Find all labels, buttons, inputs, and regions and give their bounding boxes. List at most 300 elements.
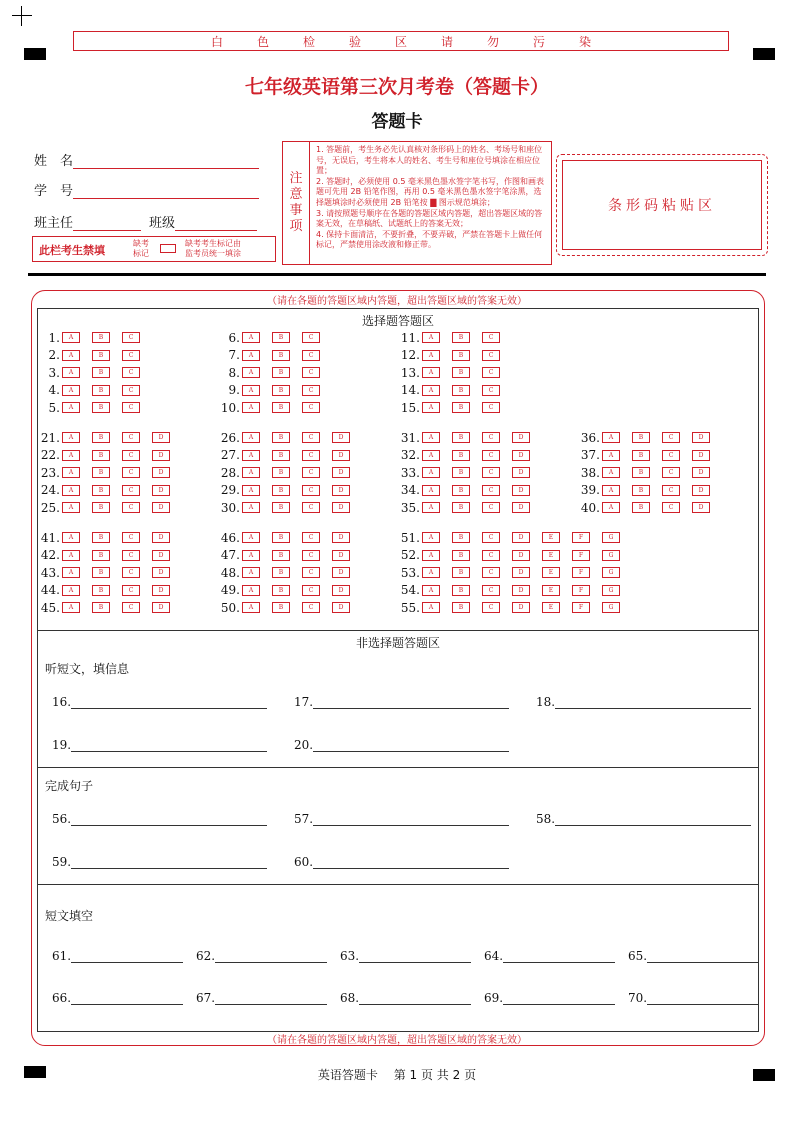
class-label: 班级 <box>149 216 176 231</box>
option-bubble-c[interactable]: C <box>662 467 680 478</box>
option-bubble-d[interactable]: D <box>332 550 350 561</box>
blank-line[interactable] <box>71 813 267 826</box>
question-number: 27. <box>220 448 240 462</box>
option-bubble-d[interactable]: D <box>332 602 350 613</box>
blank-number: 64. <box>484 949 504 963</box>
option-bubble-b[interactable]: B <box>452 367 470 378</box>
option-bubble-b[interactable]: B <box>452 450 470 461</box>
option-bubble-b[interactable]: B <box>272 602 290 613</box>
section-divider <box>38 767 758 768</box>
option-bubble-b[interactable]: B <box>632 450 650 461</box>
choice-question <box>392 484 542 497</box>
option-bubble-c[interactable]: C <box>482 467 500 478</box>
option-bubble-g[interactable]: G <box>602 532 620 543</box>
blank-line[interactable] <box>71 992 183 1005</box>
option-bubble-b[interactable]: B <box>92 350 110 361</box>
option-bubble-c[interactable]: C <box>122 585 140 596</box>
option-bubble-d[interactable]: D <box>692 467 710 478</box>
option-bubble-a[interactable]: A <box>62 367 80 378</box>
option-bubble-d[interactable]: D <box>512 567 530 578</box>
answer-blank[interactable] <box>294 855 509 869</box>
option-bubble-a[interactable]: A <box>62 550 80 561</box>
option-bubble-c[interactable]: C <box>302 602 320 613</box>
blank-number: 59. <box>52 855 72 869</box>
choice-question <box>392 384 512 397</box>
option-bubble-c[interactable]: C <box>302 450 320 461</box>
option-bubble-c[interactable]: C <box>122 550 140 561</box>
option-bubble-b[interactable]: B <box>272 550 290 561</box>
option-bubble-a[interactable]: A <box>62 502 80 513</box>
option-bubble-a[interactable]: A <box>422 450 440 461</box>
option-bubble-b[interactable]: B <box>452 502 470 513</box>
choice-question <box>572 449 722 462</box>
option-bubble-d[interactable]: D <box>512 467 530 478</box>
absent-mark-note: 缺考考生标记由 监考员统一填涂 <box>185 239 241 258</box>
option-bubble-e[interactable]: E <box>542 602 560 613</box>
option-bubble-c[interactable]: C <box>302 402 320 413</box>
option-bubble-a[interactable]: A <box>242 602 260 613</box>
option-bubble-b[interactable]: B <box>92 385 110 396</box>
option-bubble-b[interactable]: B <box>92 532 110 543</box>
option-bubble-b[interactable]: B <box>272 367 290 378</box>
option-bubble-a[interactable]: A <box>62 450 80 461</box>
option-bubble-a[interactable]: A <box>62 485 80 496</box>
option-bubble-a[interactable]: A <box>62 332 80 343</box>
option-bubble-d[interactable]: D <box>512 432 530 443</box>
blank-number: 65. <box>628 949 648 963</box>
question-number: 21. <box>40 430 60 445</box>
option-bubble-d[interactable]: D <box>512 502 530 513</box>
option-bubble-a[interactable]: A <box>422 485 440 496</box>
option-bubble-b[interactable]: B <box>632 485 650 496</box>
option-bubble-g[interactable]: G <box>602 602 620 613</box>
option-bubble-b[interactable]: B <box>92 332 110 343</box>
answer-blank[interactable] <box>340 949 471 963</box>
option-bubble-c[interactable]: C <box>482 332 500 343</box>
option-bubble-a[interactable]: A <box>242 402 260 413</box>
option-bubble-d[interactable]: D <box>332 567 350 578</box>
option-bubble-d[interactable]: D <box>332 485 350 496</box>
option-bubble-f[interactable]: F <box>572 532 590 543</box>
question-number: 33. <box>400 465 420 480</box>
option-bubble-b[interactable]: B <box>92 550 110 561</box>
blank-line[interactable] <box>71 739 267 752</box>
option-bubble-c[interactable]: C <box>122 467 140 478</box>
option-bubble-a[interactable]: A <box>242 467 260 478</box>
option-bubble-c[interactable]: C <box>482 567 500 578</box>
option-bubble-c[interactable]: C <box>662 485 680 496</box>
option-bubble-c[interactable]: C <box>302 350 320 361</box>
student-id-label: 学 号 <box>34 184 74 199</box>
option-bubble-a[interactable]: A <box>602 450 620 461</box>
option-bubble-a[interactable]: A <box>602 467 620 478</box>
option-bubble-a[interactable]: A <box>602 485 620 496</box>
option-bubble-c[interactable]: C <box>662 502 680 513</box>
option-bubble-d[interactable]: D <box>692 485 710 496</box>
option-bubble-a[interactable]: A <box>242 350 260 361</box>
option-bubble-a[interactable]: A <box>62 567 80 578</box>
option-bubble-a[interactable]: A <box>602 502 620 513</box>
option-bubble-d[interactable]: D <box>512 532 530 543</box>
answer-blank[interactable] <box>52 812 267 826</box>
choice-question <box>392 466 542 479</box>
option-bubble-c[interactable]: C <box>482 602 500 613</box>
answer-blank[interactable] <box>536 812 751 826</box>
option-bubble-a[interactable]: A <box>422 385 440 396</box>
option-bubble-c[interactable]: C <box>302 467 320 478</box>
option-bubble-e[interactable]: E <box>542 585 560 596</box>
answer-blank[interactable] <box>628 991 759 1005</box>
choice-question <box>212 466 362 479</box>
banner-char: 染 <box>578 34 591 49</box>
option-bubble-c[interactable]: C <box>482 502 500 513</box>
option-bubble-c[interactable]: C <box>122 432 140 443</box>
staff-only-label: 此栏考生禁填 <box>39 244 105 257</box>
blank-line[interactable] <box>71 856 267 869</box>
teacher-input-line[interactable] <box>73 215 141 231</box>
answer-blank[interactable] <box>52 949 183 963</box>
blank-number: 63. <box>340 949 360 963</box>
option-bubble-f[interactable]: F <box>572 602 590 613</box>
option-bubble-a[interactable]: A <box>422 602 440 613</box>
option-bubble-b[interactable]: B <box>92 402 110 413</box>
option-bubble-d[interactable]: D <box>152 450 170 461</box>
option-bubble-e[interactable]: E <box>542 532 560 543</box>
option-bubble-c[interactable]: C <box>662 432 680 443</box>
option-bubble-a[interactable]: A <box>62 385 80 396</box>
blank-line[interactable] <box>71 950 183 963</box>
option-bubble-c[interactable]: C <box>122 332 140 343</box>
option-bubble-c[interactable]: C <box>482 350 500 361</box>
option-bubble-a[interactable]: A <box>242 432 260 443</box>
choice-question <box>212 601 362 614</box>
option-bubble-c[interactable]: C <box>302 385 320 396</box>
question-number: 46. <box>220 530 240 545</box>
question-number: 12. <box>400 348 420 362</box>
question-number: 25. <box>40 500 60 515</box>
option-bubble-g[interactable]: G <box>602 585 620 596</box>
option-bubble-c[interactable]: C <box>662 450 680 461</box>
option-bubble-b[interactable]: B <box>92 450 110 461</box>
option-bubble-f[interactable]: F <box>572 550 590 561</box>
answer-blank[interactable] <box>484 991 615 1005</box>
choice-question <box>392 531 632 544</box>
answer-blank[interactable] <box>294 738 509 752</box>
option-bubble-b[interactable]: B <box>452 550 470 561</box>
option-bubble-c[interactable]: C <box>302 585 320 596</box>
option-bubble-a[interactable]: A <box>422 350 440 361</box>
name-input-line[interactable] <box>73 153 259 169</box>
question-number: 39. <box>580 483 600 497</box>
blank-line[interactable] <box>555 696 751 709</box>
question-number: 48. <box>220 565 240 580</box>
option-bubble-d[interactable]: D <box>332 432 350 443</box>
option-bubble-a[interactable]: A <box>422 402 440 413</box>
option-bubble-d[interactable]: D <box>152 550 170 561</box>
option-bubble-b[interactable]: B <box>452 602 470 613</box>
option-bubble-c[interactable]: C <box>122 567 140 578</box>
timing-mark <box>24 48 46 60</box>
option-bubble-b[interactable]: B <box>272 567 290 578</box>
option-bubble-b[interactable]: B <box>452 532 470 543</box>
answer-blank[interactable] <box>52 991 183 1005</box>
option-bubble-c[interactable]: C <box>302 332 320 343</box>
option-bubble-a[interactable]: A <box>242 550 260 561</box>
option-bubble-c[interactable]: C <box>482 367 500 378</box>
option-bubble-c[interactable]: C <box>122 485 140 496</box>
option-bubble-a[interactable]: A <box>422 367 440 378</box>
blank-number: 57. <box>294 812 314 826</box>
student-id-input-line[interactable] <box>73 183 259 199</box>
option-bubble-b[interactable]: B <box>272 502 290 513</box>
option-bubble-d[interactable]: D <box>152 532 170 543</box>
option-bubble-b[interactable]: B <box>92 567 110 578</box>
notice-label-char: 意 <box>289 187 303 202</box>
option-bubble-a[interactable]: A <box>242 532 260 543</box>
option-bubble-a[interactable]: A <box>422 467 440 478</box>
answer-blank[interactable] <box>294 695 509 709</box>
answer-blank[interactable] <box>52 738 267 752</box>
option-bubble-d[interactable]: D <box>692 502 710 513</box>
answer-blank[interactable] <box>340 991 471 1005</box>
option-bubble-g[interactable]: G <box>602 567 620 578</box>
option-bubble-a[interactable]: A <box>242 450 260 461</box>
option-bubble-a[interactable]: A <box>242 385 260 396</box>
option-bubble-b[interactable]: B <box>272 532 290 543</box>
answer-blank[interactable] <box>628 949 759 963</box>
option-bubble-a[interactable]: A <box>62 350 80 361</box>
option-bubble-c[interactable]: C <box>302 550 320 561</box>
option-bubble-d[interactable]: D <box>512 602 530 613</box>
option-bubble-a[interactable]: A <box>422 502 440 513</box>
option-bubble-a[interactable]: A <box>62 532 80 543</box>
option-bubble-b[interactable]: B <box>452 567 470 578</box>
option-bubble-b[interactable]: B <box>92 432 110 443</box>
blank-line[interactable] <box>71 696 267 709</box>
option-bubble-b[interactable]: B <box>272 467 290 478</box>
option-bubble-d[interactable]: D <box>512 585 530 596</box>
option-bubble-c[interactable]: C <box>482 385 500 396</box>
blank-line[interactable] <box>359 950 471 963</box>
choice-question <box>392 331 512 344</box>
option-bubble-b[interactable]: B <box>632 502 650 513</box>
option-bubble-d[interactable]: D <box>332 585 350 596</box>
absent-mark-box[interactable] <box>160 244 176 253</box>
question-number: 51. <box>400 530 420 545</box>
option-bubble-a[interactable]: A <box>62 467 80 478</box>
option-bubble-d[interactable]: D <box>152 567 170 578</box>
blank-line[interactable] <box>215 950 327 963</box>
option-bubble-a[interactable]: A <box>422 332 440 343</box>
option-bubble-a[interactable]: A <box>242 485 260 496</box>
option-bubble-b[interactable]: B <box>452 350 470 361</box>
option-bubble-d[interactable]: D <box>152 485 170 496</box>
option-bubble-d[interactable]: D <box>512 485 530 496</box>
option-bubble-d[interactable]: D <box>332 532 350 543</box>
option-bubble-e[interactable]: E <box>542 567 560 578</box>
option-bubble-b[interactable]: B <box>452 432 470 443</box>
option-bubble-d[interactable]: D <box>152 502 170 513</box>
option-bubble-b[interactable]: B <box>92 467 110 478</box>
option-bubble-c[interactable]: C <box>122 602 140 613</box>
blank-number: 69. <box>484 991 504 1005</box>
option-bubble-c[interactable]: C <box>482 450 500 461</box>
option-bubble-b[interactable]: B <box>272 385 290 396</box>
choice-question <box>32 601 182 614</box>
option-bubble-b[interactable]: B <box>92 585 110 596</box>
option-bubble-c[interactable]: C <box>122 532 140 543</box>
answer-blank[interactable] <box>484 949 615 963</box>
option-bubble-a[interactable]: A <box>62 585 80 596</box>
option-bubble-c[interactable]: C <box>122 402 140 413</box>
option-bubble-a[interactable]: A <box>422 550 440 561</box>
blank-line[interactable] <box>647 992 759 1005</box>
choice-section-title: 选择题答题区 <box>361 314 434 328</box>
option-bubble-d[interactable]: D <box>152 467 170 478</box>
option-bubble-b[interactable]: B <box>452 385 470 396</box>
option-bubble-d[interactable]: D <box>332 467 350 478</box>
question-number: 43. <box>40 565 60 580</box>
blank-line[interactable] <box>313 696 509 709</box>
answer-blank[interactable] <box>536 695 751 709</box>
option-bubble-b[interactable]: B <box>452 585 470 596</box>
option-bubble-d[interactable]: D <box>512 450 530 461</box>
registration-crosshair <box>12 6 32 26</box>
option-bubble-a[interactable]: A <box>242 567 260 578</box>
option-bubble-c[interactable]: C <box>482 550 500 561</box>
option-bubble-c[interactable]: C <box>122 385 140 396</box>
timing-mark <box>753 48 775 60</box>
option-bubble-b[interactable]: B <box>272 402 290 413</box>
teacher-class-field[interactable] <box>34 212 257 231</box>
answer-area <box>37 308 759 1032</box>
option-bubble-b[interactable]: B <box>272 432 290 443</box>
answer-blank[interactable] <box>52 695 267 709</box>
option-bubble-b[interactable]: B <box>92 485 110 496</box>
option-bubble-c[interactable]: C <box>482 402 500 413</box>
option-bubble-c[interactable]: C <box>122 367 140 378</box>
option-bubble-e[interactable]: E <box>542 550 560 561</box>
question-number: 41. <box>40 530 60 545</box>
option-bubble-a[interactable]: A <box>422 432 440 443</box>
blank-line[interactable] <box>313 739 509 752</box>
blank-line[interactable] <box>503 950 615 963</box>
option-bubble-b[interactable]: B <box>452 332 470 343</box>
blank-line[interactable] <box>215 992 327 1005</box>
class-input-line[interactable] <box>175 215 257 231</box>
option-bubble-a[interactable]: A <box>242 502 260 513</box>
option-bubble-b[interactable]: B <box>92 602 110 613</box>
option-bubble-a[interactable]: A <box>422 585 440 596</box>
option-bubble-d[interactable]: D <box>152 432 170 443</box>
option-bubble-b[interactable]: B <box>632 467 650 478</box>
option-bubble-b[interactable]: B <box>92 367 110 378</box>
choice-question <box>32 331 152 344</box>
option-bubble-d[interactable]: D <box>152 602 170 613</box>
answer-blank[interactable] <box>196 991 327 1005</box>
option-bubble-a[interactable]: A <box>242 585 260 596</box>
option-bubble-c[interactable]: C <box>302 567 320 578</box>
option-bubble-c[interactable]: C <box>302 502 320 513</box>
option-bubble-b[interactable]: B <box>272 350 290 361</box>
question-number: 34. <box>400 483 420 497</box>
option-bubble-b[interactable]: B <box>452 402 470 413</box>
option-bubble-b[interactable]: B <box>272 332 290 343</box>
option-bubble-b[interactable]: B <box>632 432 650 443</box>
answer-blank[interactable] <box>52 855 267 869</box>
question-number: 36. <box>580 430 600 445</box>
option-bubble-c[interactable]: C <box>482 585 500 596</box>
name-field[interactable] <box>34 150 259 169</box>
option-bubble-d[interactable]: D <box>512 550 530 561</box>
option-bubble-c[interactable]: C <box>302 532 320 543</box>
option-bubble-c[interactable]: C <box>302 367 320 378</box>
blank-number: 19. <box>52 738 72 752</box>
option-bubble-b[interactable]: B <box>272 450 290 461</box>
option-bubble-d[interactable]: D <box>332 450 350 461</box>
blank-line[interactable] <box>555 813 751 826</box>
option-bubble-a[interactable]: A <box>242 332 260 343</box>
option-bubble-g[interactable]: G <box>602 550 620 561</box>
option-bubble-a[interactable]: A <box>62 402 80 413</box>
blank-line[interactable] <box>313 856 509 869</box>
option-bubble-a[interactable]: A <box>242 367 260 378</box>
answer-blank[interactable] <box>196 949 327 963</box>
option-bubble-a[interactable]: A <box>62 432 80 443</box>
option-bubble-c[interactable]: C <box>122 350 140 361</box>
blank-line[interactable] <box>647 950 759 963</box>
answer-sheet-title: 答题卡 <box>371 112 423 132</box>
option-bubble-b[interactable]: B <box>272 585 290 596</box>
option-bubble-d[interactable]: D <box>692 450 710 461</box>
blank-number: 60. <box>294 855 314 869</box>
option-bubble-c[interactable]: C <box>302 432 320 443</box>
option-bubble-b[interactable]: B <box>452 467 470 478</box>
option-bubble-b[interactable]: B <box>92 502 110 513</box>
option-bubble-d[interactable]: D <box>152 585 170 596</box>
answer-blank[interactable] <box>294 812 509 826</box>
option-bubble-a[interactable]: A <box>602 432 620 443</box>
option-bubble-c[interactable]: C <box>122 502 140 513</box>
option-bubble-a[interactable]: A <box>422 532 440 543</box>
option-bubble-a[interactable]: A <box>62 602 80 613</box>
notice-label-char: 项 <box>289 219 303 234</box>
option-bubble-f[interactable]: F <box>572 585 590 596</box>
option-bubble-b[interactable]: B <box>272 485 290 496</box>
student-id-field[interactable] <box>34 180 259 199</box>
option-bubble-c[interactable]: C <box>482 432 500 443</box>
option-bubble-d[interactable]: D <box>692 432 710 443</box>
blank-line[interactable] <box>503 992 615 1005</box>
option-bubble-c[interactable]: C <box>482 485 500 496</box>
choice-question <box>32 549 182 562</box>
banner-char: 检 <box>302 34 315 49</box>
option-bubble-c[interactable]: C <box>482 532 500 543</box>
option-bubble-a[interactable]: A <box>422 567 440 578</box>
blank-line[interactable] <box>359 992 471 1005</box>
notice-label-char: 注 <box>289 171 303 186</box>
option-bubble-c[interactable]: C <box>302 485 320 496</box>
question-number: 45. <box>40 600 60 615</box>
choice-question <box>212 349 332 362</box>
option-bubble-f[interactable]: F <box>572 567 590 578</box>
option-bubble-d[interactable]: D <box>332 502 350 513</box>
absent-mark-label: 缺考 标记 <box>133 239 149 258</box>
blank-line[interactable] <box>313 813 509 826</box>
option-bubble-b[interactable]: B <box>452 485 470 496</box>
option-bubble-c[interactable]: C <box>122 450 140 461</box>
question-number: 28. <box>220 465 240 480</box>
